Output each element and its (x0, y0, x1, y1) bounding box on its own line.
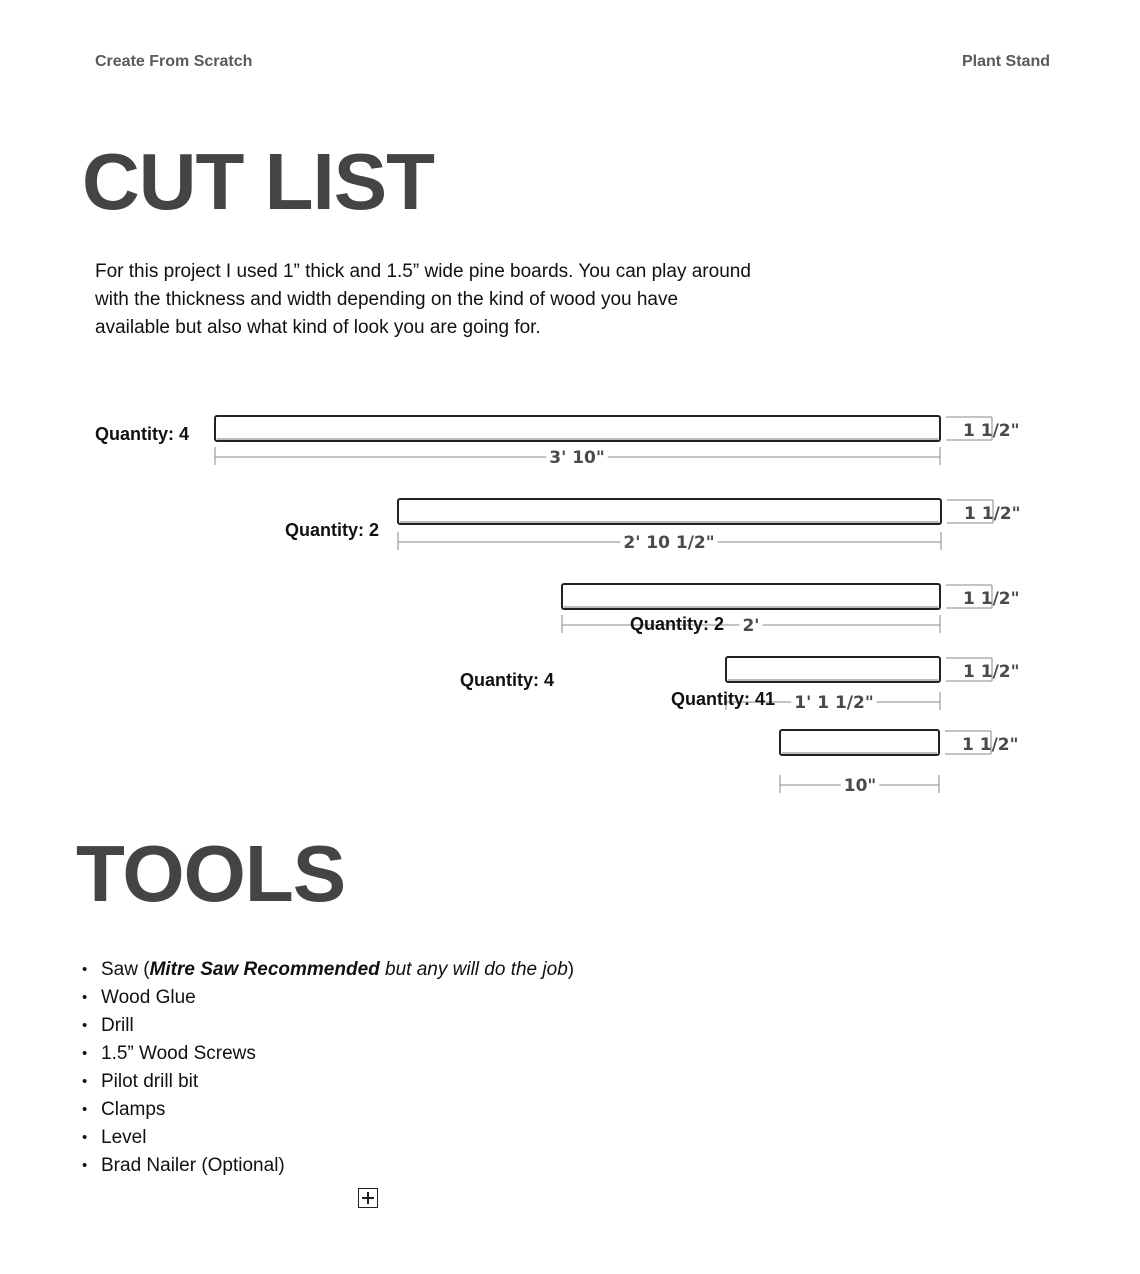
tool-saw-suffix: ) (567, 959, 575, 980)
tool-item: • Pilot drill bit (80, 1068, 574, 1096)
quantity-label-board-1: Quantity: 4 (95, 424, 190, 444)
board-width-label-4: 1 1/2" (963, 662, 1020, 682)
tool-item-saw (80, 956, 574, 984)
tool-saw-prefix: Saw ( (101, 959, 150, 980)
board-length-label-2: 2' 10 1/2" (623, 533, 715, 553)
board-4 (726, 657, 940, 682)
tool-saw-note: but any will do the job (379, 959, 568, 980)
board-2 (398, 499, 941, 524)
board-length-label-1: 3' 10" (549, 448, 605, 468)
header-project-name: Plant Stand (961, 53, 1050, 70)
board-length-label-4: 1' 1 1/2" (794, 693, 874, 713)
board-width-label-5: 1 1/2" (962, 735, 1019, 755)
board-1 (215, 416, 940, 441)
tool-item: • Wood Glue (80, 984, 574, 1012)
board-3 (562, 584, 940, 609)
tool-item: • 1.5” Wood Screws (80, 1040, 574, 1068)
cut-list-intro: For this project I used 1” thick and 1.5” wide pine boards. You can play around with the thickness and width depending on the kind of wood you have available but also what kind of look you are going for. (95, 261, 751, 338)
tool-item: • Clamps (80, 1096, 574, 1124)
quantity-label-board-3: Quantity: 2 (630, 614, 725, 634)
board-5 (780, 730, 939, 755)
plus-square-icon[interactable] (358, 1188, 378, 1208)
tools-heading: TOOLS (76, 829, 346, 918)
tools-list (80, 956, 574, 1180)
tool-item: • Drill (80, 1012, 574, 1040)
tool-item: • Brad Nailer (Optional) (80, 1152, 574, 1180)
tool-item: • Level (80, 1124, 574, 1152)
quantity-label-board-5: Quantity: 41 (671, 689, 776, 709)
board-length-label-3: 2' (742, 616, 760, 636)
board-length-label-5: 10" (843, 776, 877, 796)
quantity-label-board-2: Quantity: 2 (285, 520, 380, 540)
quantity-label-board-4: Quantity: 4 (460, 670, 555, 690)
board-width-label-1: 1 1/2" (963, 421, 1020, 441)
cut-list-heading: CUT LIST (82, 137, 434, 226)
header-project-category: Create From Scratch (95, 53, 253, 70)
board-width-label-2: 1 1/2" (964, 504, 1021, 524)
board-width-label-3: 1 1/2" (963, 589, 1020, 609)
tool-saw-recommendation: Mitre Saw Recommended (149, 959, 380, 980)
